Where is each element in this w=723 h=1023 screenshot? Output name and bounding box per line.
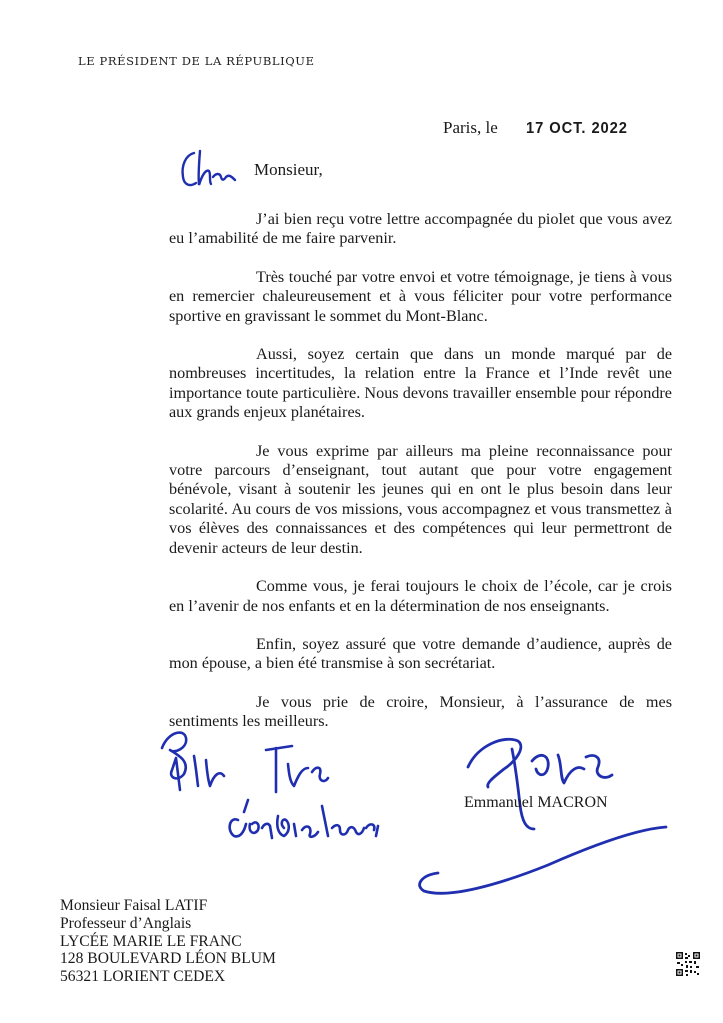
- addressee-line: LYCÉE MARIE LE FRANC: [60, 932, 242, 950]
- date-stamp: 17 OCT. 2022: [525, 120, 628, 137]
- paragraph: Je vous exprime par ailleurs ma pleine reconnaissance pour votre parcours d’enseignant, tout autant que pour votre engagement bénévole, visant à soutenir les jeunes qui en ont le plus besoin dans leur scolarité. Au cours de vos missions, vous accompagnez et vous transmettez à vos élèves des connaissances et des compétences qui leur permettront de devenir acteurs de leur destin.: [169, 441, 672, 557]
- handwritten-closing: [150, 720, 390, 855]
- date-place: Paris, le: [443, 118, 498, 137]
- letter-body: [169, 210, 672, 751]
- addressee-line: 128 BOULEVARD LÉON BLUM: [60, 950, 276, 968]
- addressee-line: 56321 LORIENT CEDEX: [60, 968, 226, 986]
- salutation: Monsieur,: [254, 160, 323, 179]
- qr-code-icon: [676, 952, 700, 976]
- paragraph: Très touché par votre envoi et votre témoignage, je tiens à vous en remercier chaleureusement et à vous féliciter pour votre performance sportive en gravissant le sommet du Mont-Blanc.: [169, 267, 672, 325]
- paragraph: J’ai bien reçu votre lettre accompagnée du piolet que vous avez eu l’amabilité de me faire parvenir.: [169, 210, 672, 248]
- signature-graphic: [408, 725, 678, 900]
- handwritten-salutation: [178, 147, 240, 191]
- paragraph: Je vous prie de croire, Monsieur, à l’assurance de mes sentiments les meilleurs.: [169, 692, 672, 731]
- paragraph: Enfin, soyez assuré que votre demande d’audience, auprès de mon épouse, a bien été transmise à son secrétariat.: [169, 634, 672, 673]
- letterhead-title: LE PRÉSIDENT DE LA RÉPUBLIQUE: [78, 54, 315, 68]
- addressee-line: Monsieur Faisal LATIF: [60, 897, 208, 914]
- paragraph: Comme vous, je ferai toujours le choix de l’école, car je crois en l’avenir de nos enfants et en la détermination de nos enseignants.: [169, 577, 672, 615]
- addressee-block: [60, 897, 276, 986]
- paragraph: Aussi, soyez certain que dans un monde marqué par de nombreuses incertitudes, la relation entre la France et l’Inde revêt une importance toute particulière. Nous devons travailler ensemble pour répondre aux grands enjeux planétaires.: [169, 345, 672, 422]
- signer-name: Emmanuel MACRON: [464, 794, 608, 811]
- addressee-line: Professeur d’Anglais: [60, 914, 192, 932]
- dateline: [443, 118, 637, 138]
